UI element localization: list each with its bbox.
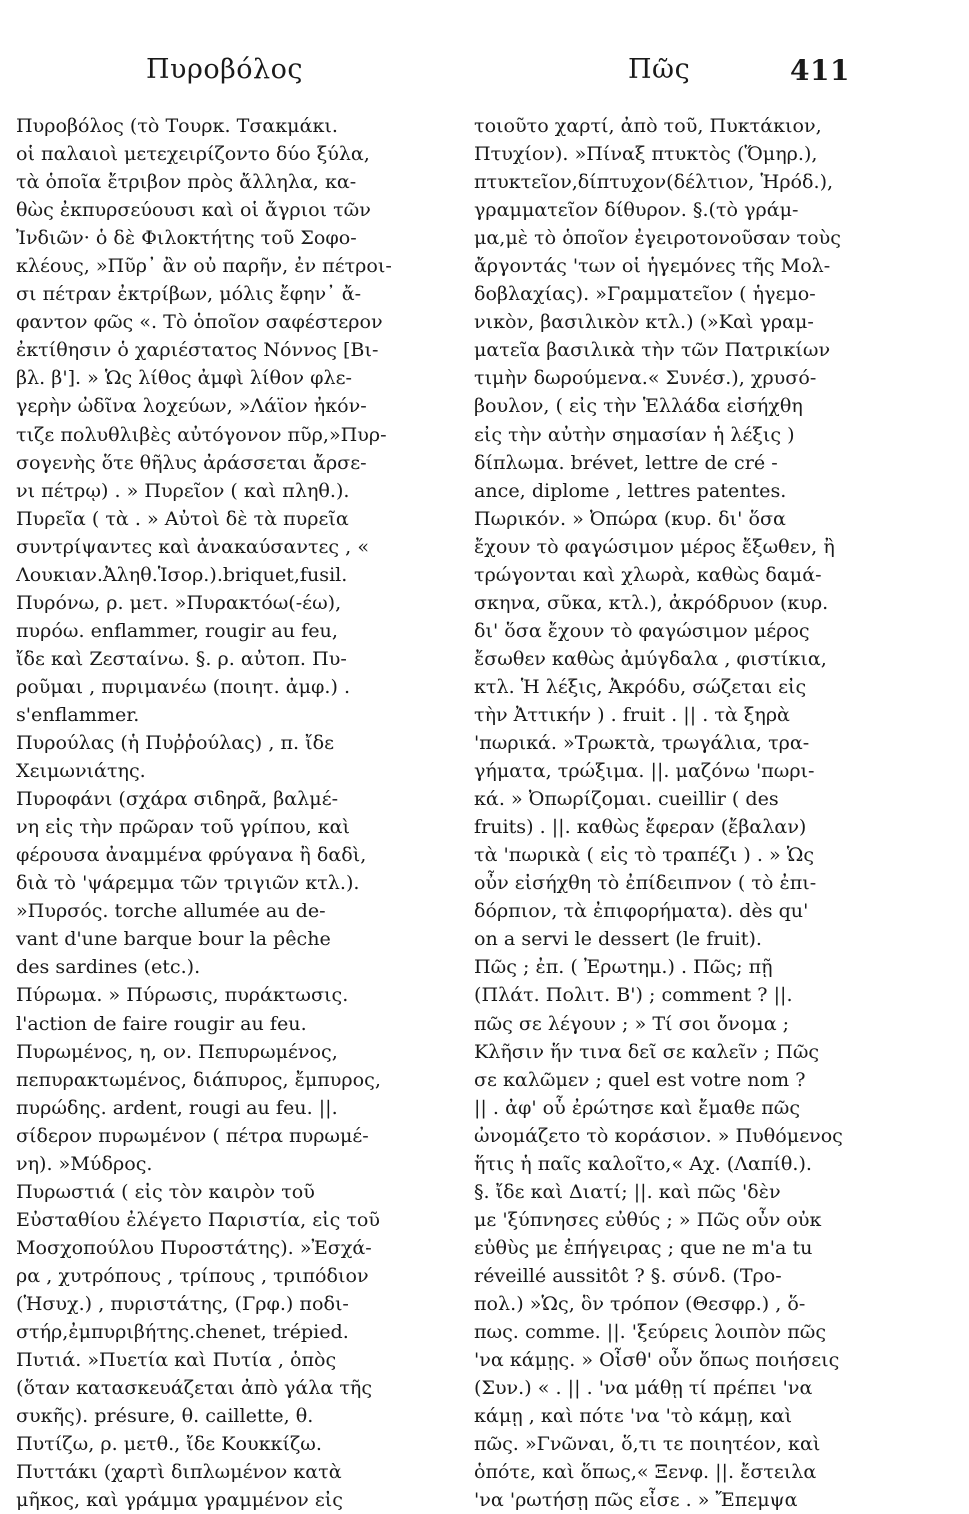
text-line: θὼς ἐκπυρσεύουσι καὶ οἱ ἄγριοι τῶν — [16, 198, 371, 222]
text-line: Πυροφάνι (σχάρα σιδηρᾶ, βαλμέ- — [16, 787, 339, 811]
text-line: οἱ παλαιοὶ μετεχειρίζοντο δύο ξύλα, — [16, 142, 370, 166]
running-head-center: Πῶς — [628, 54, 691, 85]
text-line: σε καλῶμεν ; quel est votre nom ? — [474, 1067, 806, 1091]
text-line: ὠνομάζετο τὸ κοράσιον. » Πυθόμενος — [474, 1123, 843, 1147]
text-line: νικὸν, βασιλικὸν κτλ.) (»Καὶ γραμ- — [474, 310, 814, 334]
text-line: εἰς τὴν αὐτὴν σημασίαν ἡ λέξις ) — [474, 422, 795, 446]
text-line: σι πέτραν ἐκτρίβων, μόλις ἔφην᾽ ἄ- — [16, 282, 362, 306]
text-line: τὰ ὁποῖα ἔτριβον πρὸς ἄλληλα, κα- — [16, 170, 357, 194]
text-line: κτλ. Ἡ λέξις, Ἀκρόδυ, σώζεται εἰς — [474, 674, 807, 698]
text-line: Πυρωστιά ( εἰς τὸν καιρὸν τοῦ — [16, 1179, 315, 1203]
text-line: Πυρωμένος, η, ον. Πεπυρωμένος, — [16, 1039, 338, 1063]
text-line: κλέους, »Πῦρ᾽ ἂν οὐ παρῆν, ἐν πέτροι- — [16, 254, 392, 278]
text-line: κάμῃ , καὶ πότε 'να 'τὸ κάμῃ, καὶ — [474, 1404, 793, 1428]
text-line: με 'ξύπνησες εὐθύς ; » Πῶς οὖν οὐκ — [474, 1207, 822, 1231]
text-line: on a servi le dessert (le fruit). — [474, 927, 762, 951]
text-line: Πυτίζω, ρ. μετθ., ἴδε Κουκκίζω. — [16, 1432, 322, 1456]
text-line: γήματα, τρώξιμα. ||. μαζόνω 'πωρι- — [474, 759, 815, 783]
text-line: Πυτιά. »Πυετία καὶ Πυτία , ὁπὸς — [16, 1348, 337, 1372]
text-line: συκῆς). présure, θ. caillette, θ. — [16, 1404, 314, 1428]
text-line: τοιοῦτο χαρτί, ἀπὸ τοῦ, Πυκτάκιον, — [474, 114, 822, 137]
text-line: §. ἴδε καὶ Διατί; ||. καὶ πῶς 'δὲν — [474, 1179, 781, 1203]
text-line: Μοσχοπούλου Πυροστάτης). »Ἐσχά- — [16, 1235, 372, 1259]
text-line: fruits) . ||. καθὼς ἔφεραν (ἔβαλαν) — [474, 815, 807, 839]
text-line: (Συν.) « . || . 'να μάθῃ τί πρέπει 'να — [474, 1376, 813, 1400]
text-line: μῆκος, καὶ γράμμα γραμμένον εἰς — [16, 1488, 343, 1512]
text-line: σκηνα, σῦκα, κτλ.), ἀκρόδρυον (κυρ. — [474, 590, 829, 614]
text-line: πυρώδης. ardent, rougi au feu. ||. — [16, 1095, 338, 1119]
text-line: δοβλαχίας). »Γραμματεῖον ( ἡγεμο- — [474, 282, 816, 306]
text-line: ance, diplome , lettres patentes. — [474, 478, 787, 502]
text-line: στήρ,ἐμπυριβήτης.chenet, trépied. — [16, 1320, 349, 1344]
text-line: συντρίψαντες καὶ ἀνακαύσαντες , « — [16, 534, 370, 558]
left-column — [16, 112, 436, 1512]
text-line: des sardines (etc.). — [16, 955, 201, 979]
text-line: διὰ τὸ 'ψάρεμμα τῶν τριγιῶν κτλ.). — [16, 871, 360, 895]
text-line: Πτυχίον). »Πίναξ πτυκτὸς (Ὅμηρ.), — [474, 142, 818, 166]
text-line: πυρόω. enflammer, rougir au feu, — [16, 618, 338, 642]
text-line: τιζε πολυθλιβὲς αὐτόγονον πῦρ,»Πυρ- — [16, 422, 387, 446]
text-line: ἔχουν τὸ φαγώσιμον μέρος ἔξωθεν, ἢ — [474, 534, 835, 558]
text-line: Πυρόνω, ρ. μετ. »Πυρακτόω(-έω), — [16, 590, 342, 614]
text-line: φέρουσα ἀναμμένα φρύγανα ἢ δαδὶ, — [16, 843, 367, 867]
text-line: Πυρούλας (ἡ Πυῤῥούλας) , π. ἴδε — [16, 731, 335, 755]
text-line: ματεῖα βασιλικὰ τὴν τῶν Πατρικίων — [474, 338, 831, 362]
text-line: vant d'une barque bour la pêche — [16, 927, 331, 951]
text-line: πως. comme. ||. 'ξεύρεις λοιπὸν πῶς — [474, 1320, 827, 1344]
text-line: 'να 'ρωτήσῃ πῶς εἶσε . » Ἔπεμψα — [474, 1488, 798, 1512]
text-line: πτυκτεῖον,δίπτυχον(δέλτιον, Ἡρόδ.), — [474, 170, 834, 194]
text-line: εὐθὺς με ἐπήγειρας ; que ne m'a tu — [474, 1235, 813, 1259]
text-line: ἥτις ἡ παῖς καλοῖτο,« Αχ. (Λαπίθ.). — [474, 1151, 812, 1175]
text-line: 'πωρικά. »Τρωκτὰ, τρωγάλια, τρα- — [474, 731, 810, 755]
text-line: πεπυρακτωμένος, διάπυρος, ἔμπυρος, — [16, 1067, 381, 1091]
text-line: πολ.) »Ὡς, ὃν τρόπον (Θεσφρ.) , ὅ- — [474, 1291, 806, 1315]
text-line: σίδερον πυρωμένον ( πέτρα πυρωμέ- — [16, 1123, 369, 1147]
text-line: Κλῆσιν ἥν τινα δεῖ σε καλεῖν ; Πῶς — [474, 1039, 820, 1063]
text-line: »Πυρσός. torche allumée au de- — [16, 899, 326, 923]
text-line: Πυττάκι (χαρτὶ διπλωμένον κατὰ — [16, 1460, 342, 1484]
text-line: l'action de faire rougir au feu. — [16, 1011, 307, 1035]
text-line: Πυρεῖα ( τὰ . » Αὐτοὶ δὲ τὰ πυρεῖα — [16, 506, 349, 530]
text-line: δόρπιον, τὰ ἐπιφορήματα). dès qu' — [474, 899, 809, 923]
text-line: νι πέτρῳ) . » Πυρεῖον ( καὶ πληθ.). — [16, 478, 350, 502]
text-line: Ἰνδιῶν· ὁ δὲ Φιλοκτήτης τοῦ Σοφο- — [16, 226, 357, 250]
text-line: ὁπότε, καὶ ὅπως,« Ξενφ. ||. ἔστειλα — [474, 1460, 817, 1484]
text-line: ἔσωθεν καθὼς ἀμύγδαλα , φιστίκια, — [474, 646, 827, 670]
text-line: βουλον, ( εἰς τὴν Ἑλλάδα εἰσήχθη — [474, 394, 803, 418]
text-line: ροῦμαι , πυριμανέω (ποιητ. ἀμφ.) . — [16, 674, 351, 698]
text-line: ἄργοντάς 'των οἱ ἡγεμόνες τῆς Μολ- — [474, 254, 831, 278]
running-head-left: Πυροβόλος — [146, 54, 303, 85]
text-line: γερὴν ὠδῖνα λοχεύων, »Λάϊον ἠκόν- — [16, 394, 367, 418]
text-line: Πύρωμα. » Πύρωσις, πυράκτωσις. — [16, 983, 349, 1007]
text-line: (Ἡσυχ.) , πυριστάτης, (Γρφ.) ποδι- — [16, 1291, 349, 1315]
text-line: s'enflammer. — [16, 702, 140, 726]
text-line: Πυροβόλος (τὸ Τουρκ. Τσακμάκι. — [16, 114, 338, 137]
text-line: τρώγονται καὶ χλωρὰ, καθὼς δαμά- — [474, 562, 822, 586]
text-line: τὴν Ἀττικήν ) . fruit . || . τὰ ξηρὰ — [474, 702, 790, 726]
text-line: νη εἰς τὴν πρῶραν τοῦ γρίπου, καὶ — [16, 815, 351, 839]
text-line: πῶς σε λέγουν ; » Τί σοι ὄνομα ; — [474, 1011, 790, 1035]
page-number: 411 — [790, 54, 850, 87]
text-line: οὖν εἰσήχθη τὸ ἐπίδειπνον ( τὸ ἐπι- — [474, 871, 817, 895]
text-line: μα,μὲ τὸ ὁποῖον ἐγειροτονοῦσαν τοὺς — [474, 226, 841, 250]
text-line: ἐκτίθησιν ὁ χαριέστατος Νόννος [Βι- — [16, 338, 379, 362]
text-line: σογενὴς ὅτε θῆλυς ἀράσσεται ἄρσε- — [16, 450, 367, 474]
text-line: ἴδε καὶ Ζεσταίνω. §. ρ. αὐτοπ. Πυ- — [16, 646, 347, 670]
text-line: Λουκιαν.Ἀληθ.Ἱσορ.).briquet,fusil. — [16, 562, 348, 586]
text-line: δι' ὅσα ἔχουν τὸ φαγώσιμον μέρος — [474, 618, 810, 642]
text-line: Χειμωνιάτης. — [16, 759, 146, 783]
text-line: νη). »Μύδρος. — [16, 1151, 153, 1175]
text-line: βλ. β']. » Ὡς λίθος ἀμφὶ λίθον φλε- — [16, 366, 352, 390]
text-line: réveillé aussitôt ? §. σύνδ. (Τρο- — [474, 1263, 782, 1287]
text-line: τιμὴν δωρούμενα.« Συνέσ.), χρυσό- — [474, 366, 817, 390]
text-line: γραμματεῖον δίθυρον. §.(τὸ γράμ- — [474, 198, 799, 222]
text-line: Πωρικόν. » Ὀπώρα (κυρ. δι' ὅσα — [474, 506, 786, 530]
text-line: 'να κάμῃς. » Οἶσθ' οὖν ὅπως ποιήσεις — [474, 1348, 840, 1372]
right-column — [474, 112, 884, 1512]
text-line: τὰ 'πωρικὰ ( εἰς τὸ τραπέζι ) . » Ὡς — [474, 843, 815, 867]
text-line: (Πλάτ. Πολιτ. Β') ; comment ? ||. — [474, 983, 793, 1007]
text-line: (ὅταν κατασκευάζεται ἀπὸ γάλα τῆς — [16, 1376, 373, 1400]
text-line: φαντον φῶς «. Τὸ ὁποῖον σαφέστερον — [16, 310, 383, 334]
text-line: ρα , χυτρόπους , τρίπους , τριπόδιον — [16, 1263, 369, 1287]
text-line: πῶς. »Γνῶναι, ὅ,τι τε ποιητέον, καὶ — [474, 1432, 821, 1456]
page-header — [0, 54, 969, 98]
text-line: Εὐσταθίου ἐλέγετο Παριστία, εἰς τοῦ — [16, 1207, 381, 1231]
text-line: || . ἀφ' οὗ ἐρώτησε καὶ ἔμαθε πῶς — [474, 1095, 801, 1119]
text-line: δίπλωμα. brévet, lettre de cré - — [474, 450, 778, 474]
text-line: Πῶς ; ἐπ. ( Ἐρωτημ.) . Πῶς; πῇ — [474, 955, 773, 979]
text-line: κά. » Ὀπωρίζομαι. cueillir ( des — [474, 787, 779, 811]
